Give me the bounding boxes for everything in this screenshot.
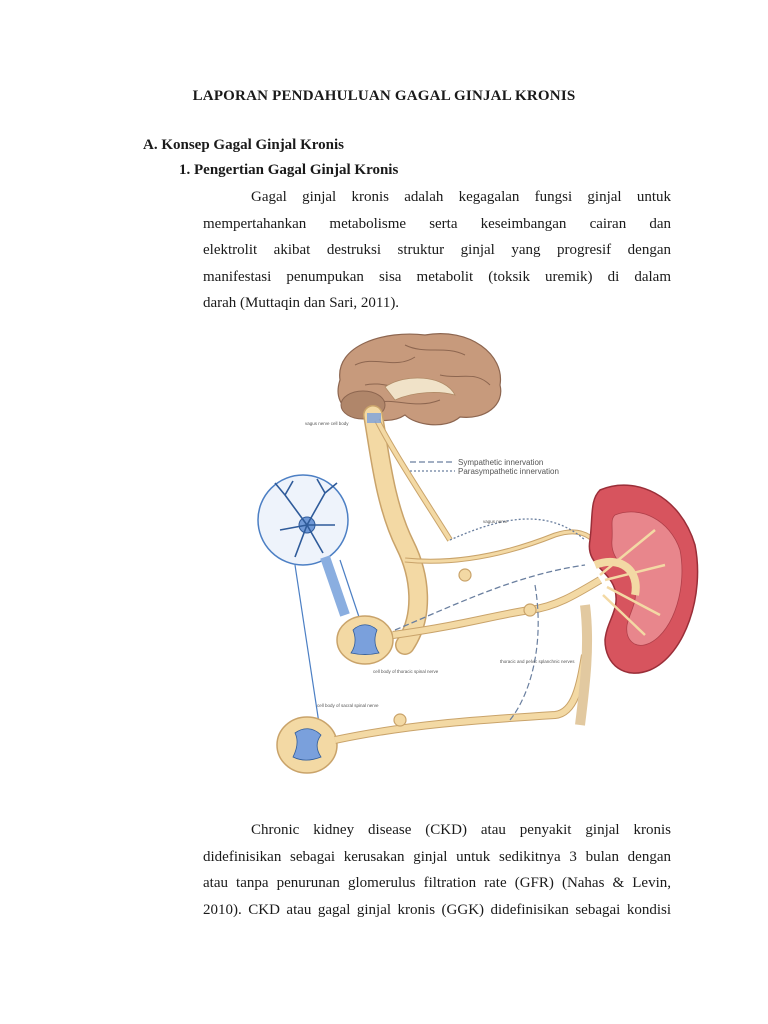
paragraph-line: manifestasi penumpukan sisa metabolit (toksik uremik) di dalam [203,268,671,285]
brain-illustration [338,334,501,427]
label-vagus-cell-body: vagus nerve cell body [305,421,349,426]
kidney-illustration [580,485,698,725]
subsection-heading-1: 1. Pengertian Gagal Ginjal Kronis [179,162,399,178]
paragraph-ckd [203,817,671,923]
label-sacral-cell-body: cell body of sacral spinal nerve [317,703,379,708]
sacral-spinal-section [277,717,337,773]
kidney-innervation-figure [255,325,705,795]
spinal-cord-illustration [367,413,450,645]
paragraph-line: darah (Muttaqin dan Sari, 2011). [203,295,400,311]
paragraph-line: Chronic kidney disease (CKD) atau penyakit ginjal kronis [251,822,671,838]
neuron-inset [258,475,360,730]
legend-sympathetic: Sympathetic innervation [458,458,544,467]
legend-parasympathetic: Parasympathetic innervation [458,467,559,476]
label-splanchnic: thoracic and pelvic splanchnic nerves [500,659,575,664]
paragraph-line: atau tanpa penurunan glomerulus filtration rate (GFR) (Nahas & Levin, [203,875,671,891]
label-thoracic-cell-body: cell body of thoracic spinal nerve [373,669,439,674]
paragraph-line: Gagal ginjal kronis adalah kegagalan fungsi ginjal untuk [251,189,671,205]
figure-legend [410,458,559,476]
label-vagus-nerve: vagus nerve [483,519,508,524]
paragraph-line: mempertahankan metabolisme serta keseimbangan cairan dan [203,215,671,232]
paragraph-line: elektrolit akibat destruksi struktur ginjal yang progresif dengan [203,242,671,258]
section-heading-a: A. Konsep Gagal Ginjal Kronis [143,137,345,153]
thoracic-spinal-section [337,616,393,664]
document-title: LAPORAN PENDAHULUAN GAGAL GINJAL KRONIS [192,88,576,104]
paragraph-line: 2010). CKD atau gagal ginjal kronis (GGK) didefinisikan sebagai kondisi [203,901,671,918]
paragraph-line: didefinisikan sebagai kerusakan ginjal untuk sedikitnya 3 bulan dengan [203,848,671,865]
paragraph-definition [203,184,671,317]
